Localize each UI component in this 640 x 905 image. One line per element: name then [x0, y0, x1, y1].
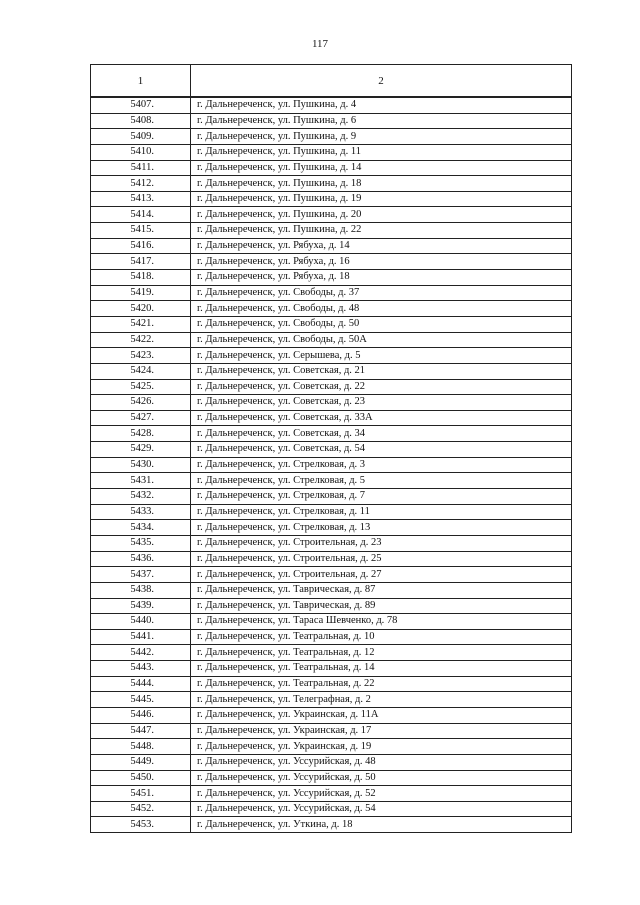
row-address-cell: г. Дальнереченск, ул. Пушкина, д. 6: [191, 113, 572, 129]
row-number-cell: 5450.: [91, 770, 191, 786]
row-address-cell: г. Дальнереченск, ул. Театральная, д. 14: [191, 661, 572, 677]
row-address-cell: г. Дальнереченск, ул. Свободы, д. 48: [191, 301, 572, 317]
table-row: [91, 379, 572, 395]
row-address-cell: г. Дальнереченск, ул. Советская, д. 22: [191, 379, 572, 395]
row-address-cell: г. Дальнереченск, ул. Стрелковая, д. 11: [191, 504, 572, 520]
row-address-cell: г. Дальнереченск, ул. Уссурийская, д. 54: [191, 801, 572, 817]
row-address-cell: г. Дальнереченск, ул. Пушкина, д. 11: [191, 144, 572, 160]
row-number-cell: 5446.: [91, 707, 191, 723]
row-number-cell: 5425.: [91, 379, 191, 395]
table-row: [91, 535, 572, 551]
table-row: [91, 97, 572, 113]
row-address-cell: г. Дальнереченск, ул. Строительная, д. 25: [191, 551, 572, 567]
table-row: [91, 160, 572, 176]
table-row: [91, 316, 572, 332]
row-address-cell: г. Дальнереченск, ул. Строительная, д. 27: [191, 567, 572, 583]
row-number-cell: 5445.: [91, 692, 191, 708]
row-number-cell: 5409.: [91, 129, 191, 145]
row-number-cell: 5441.: [91, 629, 191, 645]
row-address-cell: г. Дальнереченск, ул. Пушкина, д. 18: [191, 176, 572, 192]
row-number-cell: 5449.: [91, 754, 191, 770]
row-address-cell: г. Дальнереченск, ул. Украинская, д. 11А: [191, 707, 572, 723]
row-number-cell: 5427.: [91, 410, 191, 426]
table-row: [91, 410, 572, 426]
row-number-cell: 5432.: [91, 489, 191, 505]
row-address-cell: г. Дальнереченск, ул. Советская, д. 34: [191, 426, 572, 442]
header-cell-number: 1: [91, 65, 191, 98]
row-address-cell: г. Дальнереченск, ул. Украинская, д. 19: [191, 739, 572, 755]
row-number-cell: 5431.: [91, 473, 191, 489]
row-address-cell: г. Дальнереченск, ул. Рябуха, д. 16: [191, 254, 572, 270]
row-address-cell: г. Дальнереченск, ул. Театральная, д. 10: [191, 629, 572, 645]
table-row: [91, 614, 572, 630]
header-cell-address: 2: [191, 65, 572, 98]
table-row: [91, 676, 572, 692]
table-row: [91, 301, 572, 317]
row-number-cell: 5420.: [91, 301, 191, 317]
header-row: [91, 65, 572, 98]
row-number-cell: 5423.: [91, 348, 191, 364]
table-row: [91, 739, 572, 755]
table-row: [91, 520, 572, 536]
table-row: [91, 645, 572, 661]
row-number-cell: 5433.: [91, 504, 191, 520]
table-row: [91, 207, 572, 223]
row-address-cell: г. Дальнереченск, ул. Стрелковая, д. 13: [191, 520, 572, 536]
address-table: [90, 64, 572, 833]
row-number-cell: 5430.: [91, 457, 191, 473]
table-row: [91, 489, 572, 505]
row-number-cell: 5448.: [91, 739, 191, 755]
table-row: [91, 129, 572, 145]
row-address-cell: г. Дальнереченск, ул. Строительная, д. 23: [191, 535, 572, 551]
row-number-cell: 5428.: [91, 426, 191, 442]
table-row: [91, 786, 572, 802]
row-number-cell: 5407.: [91, 97, 191, 113]
table-row: [91, 426, 572, 442]
table-row: [91, 254, 572, 270]
row-address-cell: г. Дальнереченск, ул. Рябуха, д. 14: [191, 238, 572, 254]
row-number-cell: 5419.: [91, 285, 191, 301]
row-number-cell: 5434.: [91, 520, 191, 536]
table-row: [91, 567, 572, 583]
row-number-cell: 5452.: [91, 801, 191, 817]
row-number-cell: 5413.: [91, 191, 191, 207]
table-row: [91, 473, 572, 489]
row-address-cell: г. Дальнереченск, ул. Таврическая, д. 89: [191, 598, 572, 614]
table-row: [91, 551, 572, 567]
row-number-cell: 5416.: [91, 238, 191, 254]
row-number-cell: 5429.: [91, 442, 191, 458]
row-address-cell: г. Дальнереченск, ул. Серышева, д. 5: [191, 348, 572, 364]
row-number-cell: 5451.: [91, 786, 191, 802]
row-address-cell: г. Дальнереченск, ул. Советская, д. 33А: [191, 410, 572, 426]
row-address-cell: г. Дальнереченск, ул. Советская, д. 54: [191, 442, 572, 458]
row-number-cell: 5444.: [91, 676, 191, 692]
table-row: [91, 707, 572, 723]
table-row: [91, 598, 572, 614]
row-number-cell: 5437.: [91, 567, 191, 583]
row-number-cell: 5417.: [91, 254, 191, 270]
row-address-cell: г. Дальнереченск, ул. Таврическая, д. 87: [191, 582, 572, 598]
row-number-cell: 5453.: [91, 817, 191, 833]
row-address-cell: г. Дальнереченск, ул. Телеграфная, д. 2: [191, 692, 572, 708]
row-address-cell: г. Дальнереченск, ул. Тараса Шевченко, д. 78: [191, 614, 572, 630]
table-row: [91, 582, 572, 598]
row-number-cell: 5408.: [91, 113, 191, 129]
row-number-cell: 5412.: [91, 176, 191, 192]
table-row: [91, 144, 572, 160]
row-address-cell: г. Дальнереченск, ул. Рябуха, д. 18: [191, 270, 572, 286]
row-number-cell: 5436.: [91, 551, 191, 567]
row-number-cell: 5439.: [91, 598, 191, 614]
row-number-cell: 5415.: [91, 223, 191, 239]
table-row: [91, 661, 572, 677]
row-address-cell: г. Дальнереченск, ул. Пушкина, д. 20: [191, 207, 572, 223]
table-row: [91, 113, 572, 129]
row-address-cell: г. Дальнереченск, ул. Стрелковая, д. 3: [191, 457, 572, 473]
table-row: [91, 504, 572, 520]
table-row: [91, 442, 572, 458]
row-address-cell: г. Дальнереченск, ул. Пушкина, д. 22: [191, 223, 572, 239]
row-number-cell: 5442.: [91, 645, 191, 661]
table-row: [91, 270, 572, 286]
table-row: [91, 176, 572, 192]
row-number-cell: 5435.: [91, 535, 191, 551]
row-number-cell: 5443.: [91, 661, 191, 677]
row-address-cell: г. Дальнереченск, ул. Уссурийская, д. 50: [191, 770, 572, 786]
page-number: 117: [311, 38, 329, 50]
row-number-cell: 5440.: [91, 614, 191, 630]
row-address-cell: г. Дальнереченск, ул. Советская, д. 21: [191, 363, 572, 379]
row-number-cell: 5411.: [91, 160, 191, 176]
row-address-cell: г. Дальнереченск, ул. Пушкина, д. 14: [191, 160, 572, 176]
row-number-cell: 5422.: [91, 332, 191, 348]
row-address-cell: г. Дальнереченск, ул. Свободы, д. 50: [191, 316, 572, 332]
row-address-cell: г. Дальнереченск, ул. Уссурийская, д. 48: [191, 754, 572, 770]
row-address-cell: г. Дальнереченск, ул. Свободы, д. 37: [191, 285, 572, 301]
table-row: [91, 629, 572, 645]
row-number-cell: 5414.: [91, 207, 191, 223]
table-header: [91, 65, 572, 98]
row-address-cell: г. Дальнереченск, ул. Театральная, д. 22: [191, 676, 572, 692]
row-number-cell: 5421.: [91, 316, 191, 332]
table-row: [91, 285, 572, 301]
table-row: [91, 692, 572, 708]
row-address-cell: г. Дальнереченск, ул. Уткина, д. 18: [191, 817, 572, 833]
table-row: [91, 754, 572, 770]
table-row: [91, 348, 572, 364]
row-address-cell: г. Дальнереченск, ул. Пушкина, д. 9: [191, 129, 572, 145]
row-number-cell: 5447.: [91, 723, 191, 739]
table-row: [91, 817, 572, 833]
table-row: [91, 191, 572, 207]
row-address-cell: г. Дальнереченск, ул. Свободы, д. 50А: [191, 332, 572, 348]
row-address-cell: г. Дальнереченск, ул. Советская, д. 23: [191, 395, 572, 411]
table-row: [91, 332, 572, 348]
row-address-cell: г. Дальнереченск, ул. Пушкина, д. 19: [191, 191, 572, 207]
table-row: [91, 723, 572, 739]
table-row: [91, 770, 572, 786]
table-row: [91, 363, 572, 379]
row-number-cell: 5426.: [91, 395, 191, 411]
table-row: [91, 457, 572, 473]
table-row: [91, 395, 572, 411]
row-number-cell: 5438.: [91, 582, 191, 598]
row-number-cell: 5424.: [91, 363, 191, 379]
table-row: [91, 801, 572, 817]
row-address-cell: г. Дальнереченск, ул. Стрелковая, д. 7: [191, 489, 572, 505]
table-body: [91, 97, 572, 833]
table-row: [91, 238, 572, 254]
row-number-cell: 5410.: [91, 144, 191, 160]
row-address-cell: г. Дальнереченск, ул. Пушкина, д. 4: [191, 97, 572, 113]
row-number-cell: 5418.: [91, 270, 191, 286]
row-address-cell: г. Дальнереченск, ул. Стрелковая, д. 5: [191, 473, 572, 489]
row-address-cell: г. Дальнереченск, ул. Уссурийская, д. 52: [191, 786, 572, 802]
table-row: [91, 223, 572, 239]
row-address-cell: г. Дальнереченск, ул. Театральная, д. 12: [191, 645, 572, 661]
row-address-cell: г. Дальнереченск, ул. Украинская, д. 17: [191, 723, 572, 739]
